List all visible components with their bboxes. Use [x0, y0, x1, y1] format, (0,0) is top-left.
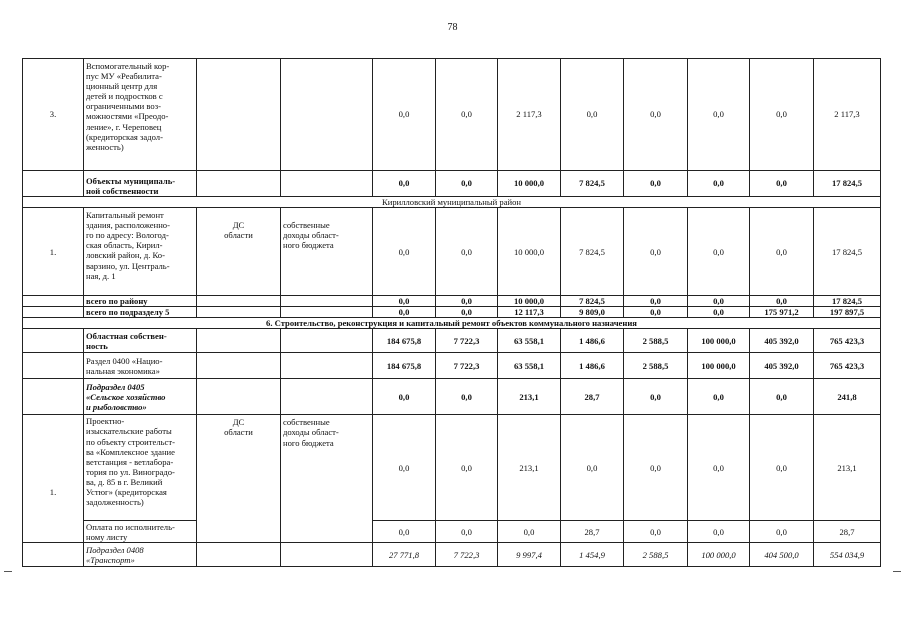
table-row — [23, 296, 881, 307]
table-row — [23, 379, 881, 415]
value-cell-7: 0,0 — [750, 521, 814, 543]
value-cell-2: 0,0 — [436, 208, 498, 296]
value-cell-3: 213,1 — [498, 379, 561, 415]
value-cell-6: 0,0 — [688, 379, 750, 415]
value-cell-1: 0,0 — [373, 59, 436, 171]
organization-cell — [197, 353, 281, 379]
value-cell-5: 0,0 — [624, 415, 688, 521]
value-cell-3: 213,1 — [498, 415, 561, 521]
value-cell-1: 0,0 — [373, 208, 436, 296]
row-number — [23, 171, 84, 197]
value-cell-2: 0,0 — [436, 171, 498, 197]
organization-cell — [197, 543, 281, 567]
page-number: 78 — [447, 22, 458, 33]
value-cell-3: 10 000,0 — [498, 208, 561, 296]
value-cell-8: 241,8 — [814, 379, 881, 415]
funding-source-cell — [281, 353, 373, 379]
value-cell-2: 0,0 — [436, 307, 498, 318]
value-cell-1: 0,0 — [373, 171, 436, 197]
funding-source-cell — [281, 543, 373, 567]
table-row — [23, 208, 881, 296]
value-cell-8: 17 824,5 — [814, 296, 881, 307]
funding-source-cell — [281, 296, 373, 307]
value-cell-3: 63 558,1 — [498, 353, 561, 379]
organization-cell — [197, 307, 281, 318]
left-margin-mark — [4, 571, 12, 572]
value-cell-4: 28,7 — [561, 521, 624, 543]
funding-source-cell: собственные доходы област- ного бюджета — [281, 208, 373, 296]
value-cell-6: 100 000,0 — [688, 543, 750, 567]
table-row — [23, 353, 881, 379]
value-cell-7: 0,0 — [750, 59, 814, 171]
value-cell-6: 0,0 — [688, 307, 750, 318]
value-cell-4: 0,0 — [561, 415, 624, 521]
object-name: Капитальный ремонт здания, расположенно- го по адресу: Вологод- ская область, Кирил- ловский район, д. Ко- варзино, ул. Централь- ная, д. 1 — [84, 208, 197, 296]
object-name: всего по подразделу 5 — [84, 307, 197, 318]
value-cell-7: 0,0 — [750, 296, 814, 307]
value-cell-5: 0,0 — [624, 208, 688, 296]
value-cell-1: 27 771,8 — [373, 543, 436, 567]
value-cell-8: 28,7 — [814, 521, 881, 543]
value-cell-4: 7 824,5 — [561, 208, 624, 296]
value-cell-8: 554 034,9 — [814, 543, 881, 567]
value-cell-5: 2 588,5 — [624, 329, 688, 353]
value-cell-6: 100 000,0 — [688, 353, 750, 379]
object-name: всего по району — [84, 296, 197, 307]
value-cell-3: 12 117,3 — [498, 307, 561, 318]
value-cell-1: 0,0 — [373, 296, 436, 307]
section-title: 6. Строительство, реконструкция и капитальный ремонт объектов коммунального назначения — [23, 318, 881, 329]
value-cell-3: 2 117,3 — [498, 59, 561, 171]
organization-cell — [197, 379, 281, 415]
value-cell-4: 7 824,5 — [561, 171, 624, 197]
value-cell-6: 0,0 — [688, 171, 750, 197]
object-name: Объекты муниципаль- ной собственности — [84, 171, 197, 197]
value-cell-3: 0,0 — [498, 521, 561, 543]
value-cell-3: 63 558,1 — [498, 329, 561, 353]
organization-cell — [197, 329, 281, 353]
value-cell-4: 9 809,0 — [561, 307, 624, 318]
value-cell-6: 0,0 — [688, 521, 750, 543]
row-number — [23, 543, 84, 567]
funding-source-cell — [281, 307, 373, 318]
value-cell-1: 184 675,8 — [373, 329, 436, 353]
table-row — [23, 415, 881, 521]
object-name: Вспомогательный кор- пус МУ «Реабилита- ционный центр для детей и подростков с ограниченными воз- можностями «Преодо- ление», г. Череповец (кредиторская задол- женность) — [84, 59, 197, 171]
value-cell-7: 0,0 — [750, 415, 814, 521]
value-cell-5: 0,0 — [624, 379, 688, 415]
funding-source-cell — [281, 379, 373, 415]
value-cell-2: 0,0 — [436, 59, 498, 171]
value-cell-8: 197 897,5 — [814, 307, 881, 318]
value-cell-2: 7 722,3 — [436, 353, 498, 379]
organization-cell: ДС области — [197, 208, 281, 296]
value-cell-5: 0,0 — [624, 521, 688, 543]
value-cell-3: 9 997,4 — [498, 543, 561, 567]
value-cell-8: 765 423,3 — [814, 353, 881, 379]
value-cell-6: 0,0 — [688, 296, 750, 307]
value-cell-2: 7 722,3 — [436, 329, 498, 353]
value-cell-3: 10 000,0 — [498, 171, 561, 197]
organization-cell — [197, 171, 281, 197]
row-number — [23, 379, 84, 415]
value-cell-4: 1 486,6 — [561, 329, 624, 353]
value-cell-7: 0,0 — [750, 208, 814, 296]
value-cell-8: 2 117,3 — [814, 59, 881, 171]
funding-source-cell — [281, 329, 373, 353]
object-name: Проектно- изыскательские работы по объекту строительст- ва «Комплексное здание ветстанция - ветлабора- тория по ул. Виноградо- ва, д. 85 в г. Великий Устюг» (кредиторская задолженность) — [84, 415, 197, 521]
value-cell-5: 0,0 — [624, 171, 688, 197]
organization-cell — [197, 296, 281, 307]
value-cell-7: 0,0 — [750, 171, 814, 197]
value-cell-4: 1 454,9 — [561, 543, 624, 567]
value-cell-8: 213,1 — [814, 415, 881, 521]
value-cell-2: 0,0 — [436, 521, 498, 543]
table-row — [23, 543, 881, 567]
value-cell-7: 404 500,0 — [750, 543, 814, 567]
value-cell-4: 28,7 — [561, 379, 624, 415]
value-cell-4: 0,0 — [561, 59, 624, 171]
value-cell-1: 0,0 — [373, 521, 436, 543]
row-number — [23, 353, 84, 379]
district-title: Кирилловский муниципальный район — [23, 197, 881, 208]
value-cell-5: 0,0 — [624, 59, 688, 171]
value-cell-2: 0,0 — [436, 379, 498, 415]
value-cell-7: 405 392,0 — [750, 329, 814, 353]
value-cell-5: 0,0 — [624, 307, 688, 318]
right-margin-mark — [893, 571, 901, 572]
value-cell-4: 1 486,6 — [561, 353, 624, 379]
row-number — [23, 329, 84, 353]
row-number — [23, 296, 84, 307]
value-cell-6: 100 000,0 — [688, 329, 750, 353]
table-row — [23, 171, 881, 197]
organization-cell — [197, 59, 281, 171]
value-cell-3: 10 000,0 — [498, 296, 561, 307]
value-cell-2: 0,0 — [436, 415, 498, 521]
value-cell-7: 405 392,0 — [750, 353, 814, 379]
value-cell-1: 184 675,8 — [373, 353, 436, 379]
funding-source-cell — [281, 171, 373, 197]
value-cell-7: 0,0 — [750, 379, 814, 415]
value-cell-6: 0,0 — [688, 415, 750, 521]
value-cell-8: 17 824,5 — [814, 208, 881, 296]
value-cell-7: 175 971,2 — [750, 307, 814, 318]
row-number — [23, 307, 84, 318]
value-cell-6: 0,0 — [688, 208, 750, 296]
value-cell-2: 7 722,3 — [436, 543, 498, 567]
object-name: Раздел 0400 «Нацио- нальная экономика» — [84, 353, 197, 379]
value-cell-1: 0,0 — [373, 307, 436, 318]
table-row — [23, 329, 881, 353]
table-row — [23, 307, 881, 318]
value-cell-6: 0,0 — [688, 59, 750, 171]
object-name: Подраздел 0405 «Сельское хозяйство и рыболовство» — [84, 379, 197, 415]
value-cell-5: 2 588,5 — [624, 543, 688, 567]
table-row — [23, 59, 881, 171]
value-cell-8: 17 824,5 — [814, 171, 881, 197]
value-cell-4: 7 824,5 — [561, 296, 624, 307]
budget-table — [22, 58, 881, 567]
section-header-row — [23, 318, 881, 329]
object-name: Областная собствен- ность — [84, 329, 197, 353]
object-name: Подраздел 0408 «Транспорт» — [84, 543, 197, 567]
district-header-row — [23, 197, 881, 208]
value-cell-8: 765 423,3 — [814, 329, 881, 353]
organization-cell: ДС области — [197, 415, 281, 543]
value-cell-5: 0,0 — [624, 296, 688, 307]
value-cell-2: 0,0 — [436, 296, 498, 307]
row-number: 3. — [23, 59, 84, 171]
funding-source-cell: собственные доходы област- ного бюджета — [281, 415, 373, 543]
row-number: 1. — [23, 208, 84, 296]
row-number: 1. — [23, 415, 84, 543]
funding-source-cell — [281, 59, 373, 171]
table-row — [23, 521, 881, 543]
value-cell-1: 0,0 — [373, 415, 436, 521]
object-name: Оплата по исполнитель- ному листу — [84, 521, 197, 543]
value-cell-5: 2 588,5 — [624, 353, 688, 379]
value-cell-1: 0,0 — [373, 379, 436, 415]
